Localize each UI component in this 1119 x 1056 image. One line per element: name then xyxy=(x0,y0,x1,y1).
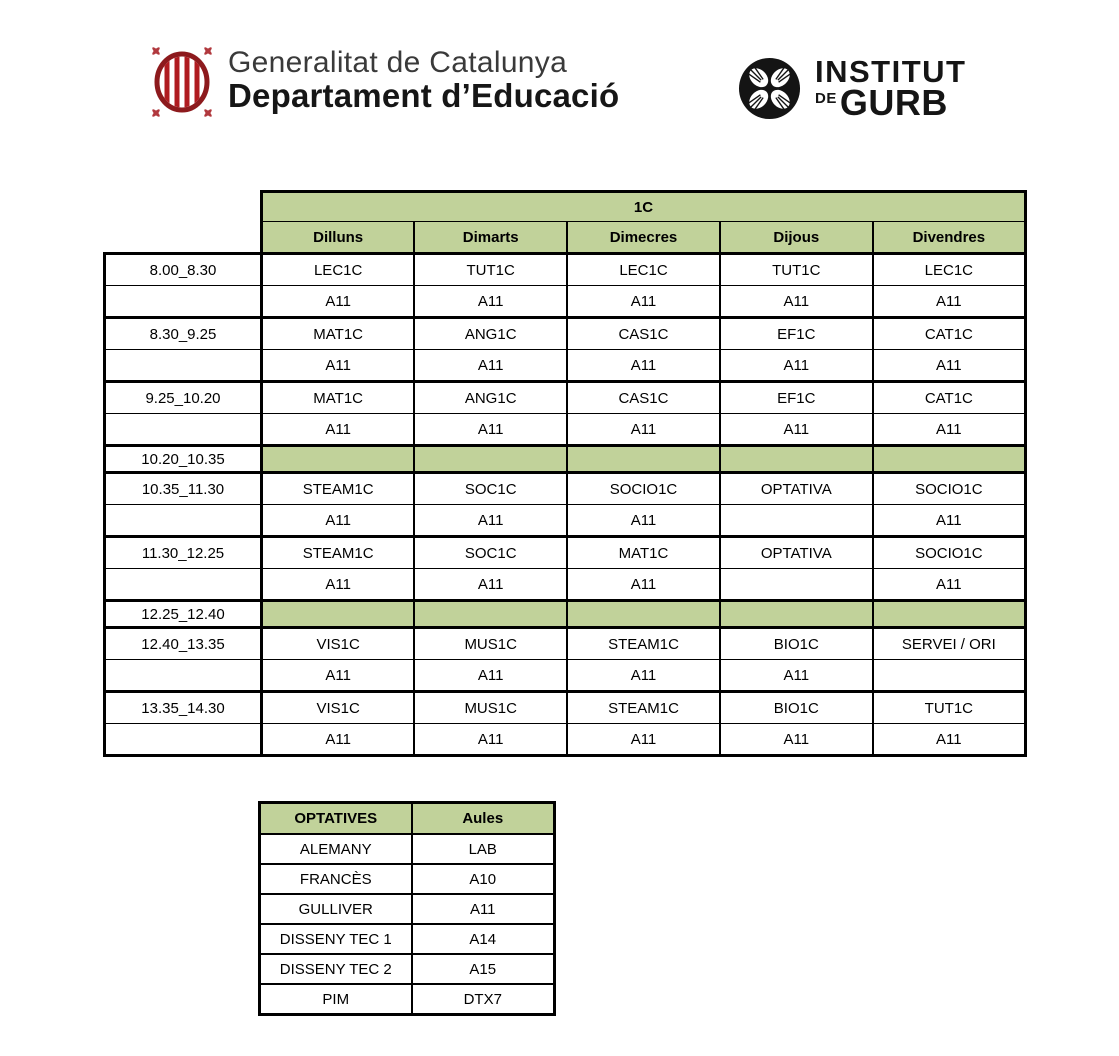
optativa-aula-cell: A10 xyxy=(412,864,555,894)
optativa-row xyxy=(260,834,555,864)
room-cell: A11 xyxy=(873,724,1026,756)
time-slot-empty xyxy=(105,414,262,446)
time-slot-empty xyxy=(105,350,262,382)
time-slot-label: 13.35_14.30 xyxy=(105,692,262,724)
subject-cell: TUT1C xyxy=(414,254,567,286)
gencat-shield-icon xyxy=(150,44,214,120)
gencat-wordmark xyxy=(228,44,619,113)
day-header-dimecres: Dimecres xyxy=(567,222,720,254)
room-cell: A11 xyxy=(567,414,720,446)
optativa-row xyxy=(260,984,555,1015)
subject-cell: ANG1C xyxy=(414,382,567,414)
break-cell xyxy=(567,601,720,628)
subject-cell: MAT1C xyxy=(262,382,415,414)
optativa-row xyxy=(260,924,555,954)
optativa-name-cell: FRANCÈS xyxy=(260,864,412,894)
time-slot-empty xyxy=(105,569,262,601)
subject-cell: CAT1C xyxy=(873,318,1026,350)
time-slot-empty xyxy=(105,286,262,318)
break-cell xyxy=(414,601,567,628)
optativa-aula-cell: LAB xyxy=(412,834,555,864)
subject-cell: SERVEI / ORI xyxy=(873,628,1026,660)
time-slot-label: 12.25_12.40 xyxy=(105,601,262,628)
subject-cell: MUS1C xyxy=(414,628,567,660)
subject-cell: OPTATIVA xyxy=(720,537,873,569)
optatives-header: OPTATIVES xyxy=(260,803,412,835)
room-cell: A11 xyxy=(414,505,567,537)
optativa-aula-cell: DTX7 xyxy=(412,984,555,1015)
room-cell: A11 xyxy=(720,286,873,318)
day-header-row xyxy=(105,222,1026,254)
room-cell: A11 xyxy=(414,286,567,318)
gencat-line1: Generalitat de Catalunya xyxy=(228,46,568,79)
subject-cell: SOC1C xyxy=(414,537,567,569)
subject-cell: SOC1C xyxy=(414,473,567,505)
optativa-name-cell: ALEMANY xyxy=(260,834,412,864)
room-cell: A11 xyxy=(720,660,873,692)
subject-cell: CAT1C xyxy=(873,382,1026,414)
break-cell xyxy=(414,446,567,473)
room-row xyxy=(105,569,1026,601)
optativa-name-cell: PIM xyxy=(260,984,412,1015)
ghost-cell xyxy=(105,192,262,222)
room-cell: A11 xyxy=(262,724,415,756)
break-cell xyxy=(720,601,873,628)
subject-cell: TUT1C xyxy=(720,254,873,286)
room-cell: A11 xyxy=(262,414,415,446)
room-cell: A11 xyxy=(720,414,873,446)
room-cell: A11 xyxy=(873,414,1026,446)
subject-cell: SOCIO1C xyxy=(873,537,1026,569)
subject-cell: EF1C xyxy=(720,382,873,414)
room-cell: A11 xyxy=(567,505,720,537)
subject-cell: STEAM1C xyxy=(567,628,720,660)
time-slot-label: 11.30_12.25 xyxy=(105,537,262,569)
room-row xyxy=(105,724,1026,756)
break-row xyxy=(105,601,1026,628)
room-cell: A11 xyxy=(414,414,567,446)
subject-cell: BIO1C xyxy=(720,628,873,660)
break-cell xyxy=(567,446,720,473)
gurb-line-institut: INSTITUT xyxy=(815,54,967,89)
subject-cell: MAT1C xyxy=(567,537,720,569)
gencat-line2: Departament d’Educació xyxy=(228,77,620,114)
room-cell: A11 xyxy=(262,660,415,692)
subject-cell: BIO1C xyxy=(720,692,873,724)
subject-cell: STEAM1C xyxy=(262,473,415,505)
room-cell: A11 xyxy=(414,660,567,692)
room-row xyxy=(105,286,1026,318)
class-row xyxy=(105,473,1026,505)
timetable-1c xyxy=(103,190,1027,757)
optativa-row xyxy=(260,894,555,924)
time-slot-label: 8.30_9.25 xyxy=(105,318,262,350)
room-cell: A11 xyxy=(567,660,720,692)
room-cell: A11 xyxy=(873,286,1026,318)
break-row xyxy=(105,446,1026,473)
class-row xyxy=(105,692,1026,724)
time-slot-empty xyxy=(105,505,262,537)
room-cell: A11 xyxy=(567,350,720,382)
room-cell: A11 xyxy=(720,724,873,756)
subject-cell: OPTATIVA xyxy=(720,473,873,505)
room-row xyxy=(105,505,1026,537)
room-row xyxy=(105,350,1026,382)
optativa-aula-cell: A15 xyxy=(412,954,555,984)
subject-cell: MAT1C xyxy=(262,318,415,350)
gurb-line-de: DE xyxy=(815,90,837,107)
ghost-cell xyxy=(105,222,262,254)
institut-gurb-logo xyxy=(738,56,967,121)
day-header-dilluns: Dilluns xyxy=(262,222,415,254)
room-cell xyxy=(720,569,873,601)
subject-cell: EF1C xyxy=(720,318,873,350)
optatives-header-row xyxy=(260,803,555,835)
subject-cell: CAS1C xyxy=(567,382,720,414)
aules-header: Aules xyxy=(412,803,555,835)
time-slot-empty xyxy=(105,660,262,692)
room-cell xyxy=(720,505,873,537)
time-slot-label: 12.40_13.35 xyxy=(105,628,262,660)
break-cell xyxy=(873,446,1026,473)
time-slot-label: 8.00_8.30 xyxy=(105,254,262,286)
class-row xyxy=(105,318,1026,350)
optativa-aula-cell: A14 xyxy=(412,924,555,954)
subject-cell: LEC1C xyxy=(567,254,720,286)
optativa-name-cell: DISSENY TEC 1 xyxy=(260,924,412,954)
room-cell: A11 xyxy=(262,286,415,318)
room-cell: A11 xyxy=(873,569,1026,601)
optativa-aula-cell: A11 xyxy=(412,894,555,924)
subject-cell: ANG1C xyxy=(414,318,567,350)
subject-cell: CAS1C xyxy=(567,318,720,350)
class-group-title: 1C xyxy=(262,192,1026,222)
break-cell xyxy=(720,446,873,473)
room-cell: A11 xyxy=(414,569,567,601)
class-row xyxy=(105,254,1026,286)
room-cell: A11 xyxy=(262,350,415,382)
day-header-dijous: Dijous xyxy=(720,222,873,254)
time-slot-label: 10.35_11.30 xyxy=(105,473,262,505)
room-cell: A11 xyxy=(414,724,567,756)
gurb-wordmark xyxy=(815,56,967,121)
subject-cell: VIS1C xyxy=(262,692,415,724)
room-cell: A11 xyxy=(262,505,415,537)
subject-cell: STEAM1C xyxy=(262,537,415,569)
break-cell xyxy=(262,601,415,628)
break-cell xyxy=(873,601,1026,628)
class-row xyxy=(105,537,1026,569)
time-slot-label: 9.25_10.20 xyxy=(105,382,262,414)
timetable-title-row xyxy=(105,192,1026,222)
break-cell xyxy=(262,446,415,473)
subject-cell: LEC1C xyxy=(262,254,415,286)
room-cell: A11 xyxy=(414,350,567,382)
room-row xyxy=(105,660,1026,692)
gurb-line-gurb: GURB xyxy=(839,82,948,123)
optativa-name-cell: GULLIVER xyxy=(260,894,412,924)
subject-cell: LEC1C xyxy=(873,254,1026,286)
class-row xyxy=(105,382,1026,414)
day-header-dimarts: Dimarts xyxy=(414,222,567,254)
room-cell: A11 xyxy=(567,569,720,601)
time-slot-label: 10.20_10.35 xyxy=(105,446,262,473)
day-header-divendres: Divendres xyxy=(873,222,1026,254)
optatives-table xyxy=(258,801,556,1016)
room-cell: A11 xyxy=(720,350,873,382)
room-cell: A11 xyxy=(262,569,415,601)
room-cell: A11 xyxy=(873,505,1026,537)
optativa-row xyxy=(260,954,555,984)
room-cell: A11 xyxy=(567,286,720,318)
optativa-name-cell: DISSENY TEC 2 xyxy=(260,954,412,984)
room-cell xyxy=(873,660,1026,692)
subject-cell: SOCIO1C xyxy=(873,473,1026,505)
subject-cell: STEAM1C xyxy=(567,692,720,724)
subject-cell: TUT1C xyxy=(873,692,1026,724)
optativa-row xyxy=(260,864,555,894)
gurb-emblem-icon xyxy=(738,57,801,120)
subject-cell: MUS1C xyxy=(414,692,567,724)
gencat-logo xyxy=(150,44,619,120)
room-cell: A11 xyxy=(567,724,720,756)
subject-cell: SOCIO1C xyxy=(567,473,720,505)
room-row xyxy=(105,414,1026,446)
class-row xyxy=(105,628,1026,660)
room-cell: A11 xyxy=(873,350,1026,382)
time-slot-empty xyxy=(105,724,262,756)
subject-cell: VIS1C xyxy=(262,628,415,660)
